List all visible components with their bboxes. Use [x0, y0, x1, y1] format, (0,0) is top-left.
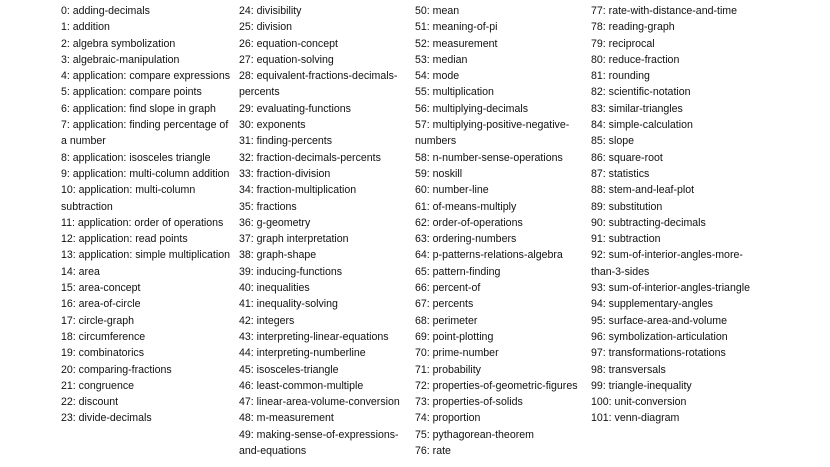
- skill-list-item: 32: fraction-decimals-percents: [239, 151, 381, 164]
- skill-list-item: 4: application: compare expressions: [61, 70, 231, 83]
- skill-list-item: 81: rounding: [591, 70, 650, 83]
- skill-list-item: 47: linear-area-volume-conversion: [239, 396, 400, 409]
- skill-list-item: 71: probability: [415, 363, 481, 376]
- skill-list-item: 86: square-root: [591, 151, 663, 164]
- skill-list-item: 54: mode: [415, 70, 460, 83]
- skill-list-item: 52: measurement: [415, 37, 498, 50]
- skill-list-item: 101: venn-diagram: [591, 412, 680, 425]
- skill-list-item: 92: sum-of-interior-angles-more-than-3-sides: [591, 249, 743, 278]
- skill-list-item: 34: fraction-multiplication: [239, 184, 357, 197]
- skill-list-item: 17: circle-graph: [61, 314, 135, 327]
- skill-list-item: 38: graph-shape: [239, 249, 317, 262]
- skill-list-item: 45: isosceles-triangle: [239, 363, 339, 376]
- skill-list-item: 8: application: isosceles triangle: [61, 151, 211, 164]
- skill-list-item: 30: exponents: [239, 119, 306, 132]
- skill-list-item: 14: area: [61, 265, 100, 278]
- skill-list-item: 35: fractions: [239, 200, 297, 213]
- skill-list-item: 9: application: multi-column addition: [61, 167, 230, 180]
- skill-list-item: 67: percents: [415, 298, 474, 311]
- skill-list-item: 26: equation-concept: [239, 37, 338, 50]
- skill-list-item: 13: application: simple multiplication: [61, 249, 230, 262]
- skill-list-item: 78: reading-graph: [591, 21, 675, 34]
- skill-list-item: 59: noskill: [415, 167, 463, 180]
- skill-list-item: 68: perimeter: [415, 314, 478, 327]
- skill-list-item: 5: application: compare points: [61, 86, 202, 99]
- skill-list-item: 87: statistics: [591, 167, 650, 180]
- skill-list-item: 53: median: [415, 53, 468, 66]
- skill-list-item: 76: rate: [415, 445, 451, 458]
- skill-list-item: 64: p-patterns-relations-algebra: [415, 249, 563, 262]
- skill-list-item: 50: mean: [415, 5, 460, 17]
- skill-column-4: [591, 3, 767, 427]
- skill-list-item: 40: inequalities: [239, 282, 310, 295]
- skill-list-item: 3: algebraic-manipulation: [61, 53, 180, 66]
- skill-list-item: 89: substitution: [591, 200, 663, 213]
- skill-list-item: 70: prime-number: [415, 347, 499, 360]
- skill-list-item: 85: slope: [591, 135, 634, 148]
- skill-list-item: 60: number-line: [415, 184, 489, 197]
- skill-list-item: 65: pattern-finding: [415, 265, 501, 278]
- skill-list-item: 36: g-geometry: [239, 216, 311, 229]
- skill-list-item: 37: graph interpretation: [239, 233, 349, 246]
- skill-list-item: 66: percent-of: [415, 282, 481, 295]
- skill-list-item: 63: ordering-numbers: [415, 233, 517, 246]
- skill-list-item: 84: simple-calculation: [591, 119, 693, 132]
- skill-list-item: 90: subtracting-decimals: [591, 216, 706, 229]
- skill-list-item: 46: least-common-multiple: [239, 379, 364, 392]
- skill-list-item: 79: reciprocal: [591, 37, 655, 50]
- skill-list-item: 56: multiplying-decimals: [415, 102, 529, 115]
- skill-list-item: 29: evaluating-functions: [239, 102, 351, 115]
- skill-list-item: 83: similar-triangles: [591, 102, 683, 115]
- skill-list-item: 88: stem-and-leaf-plot: [591, 184, 695, 197]
- skill-list-item: 6: application: find slope in graph: [61, 102, 216, 115]
- skill-list-item: 93: sum-of-interior-angles-triangle: [591, 282, 750, 295]
- skill-list-item: 31: finding-percents: [239, 135, 333, 148]
- skill-list-item: 80: reduce-fraction: [591, 53, 680, 66]
- skill-list-item: 100: unit-conversion: [591, 396, 687, 409]
- skill-list-item: 39: inducing-functions: [239, 265, 343, 278]
- skill-list-item: 33: fraction-division: [239, 167, 331, 180]
- skill-list-item: 82: scientific-notation: [591, 86, 691, 99]
- skill-list-item: 99: triangle-inequality: [591, 379, 692, 392]
- skill-list-item: 96: symbolization-articulation: [591, 330, 728, 343]
- skill-list-item: 21: congruence: [61, 379, 135, 392]
- skill-list-item: 10: application: multi-column subtraction: [61, 184, 196, 213]
- skill-list-item: 42: integers: [239, 314, 295, 327]
- skill-list-item: 74: proportion: [415, 412, 481, 425]
- skill-list-item: 0: adding-decimals: [61, 5, 150, 17]
- skill-list-item: 27: equation-solving: [239, 53, 334, 66]
- skill-list-item: 23: divide-decimals: [61, 412, 152, 425]
- skill-list-item: 95: surface-area-and-volume: [591, 314, 728, 327]
- skill-list-item: 77: rate-with-distance-and-time: [591, 5, 738, 17]
- skill-list-item: 61: of-means-multiply: [415, 200, 517, 213]
- skill-list-item: 57: multiplying-positive-negative-numbers: [415, 119, 570, 148]
- skill-list-item: 43: interpreting-linear-equations: [239, 330, 389, 343]
- skill-list-item: 12: application: read points: [61, 233, 188, 246]
- skill-list-item: 97: transformations-rotations: [591, 347, 726, 360]
- skill-list-item: 16: area-of-circle: [61, 298, 141, 311]
- skill-list-item: 58: n-number-sense-operations: [415, 151, 563, 164]
- skill-list-item: 69: point-plotting: [415, 330, 494, 343]
- skill-list-item: 24: divisibility: [239, 5, 302, 17]
- skill-list-item: 98: transversals: [591, 363, 666, 376]
- skill-list-item: 62: order-of-operations: [415, 216, 523, 229]
- skill-list-item: 20: comparing-fractions: [61, 363, 172, 376]
- skill-list-item: 2: algebra symbolization: [61, 37, 176, 50]
- skill-list-item: 18: circumference: [61, 330, 146, 343]
- skill-list-item: 55: multiplication: [415, 86, 494, 99]
- skill-list-item: 7: application: finding percentage of a number: [61, 119, 229, 148]
- skill-list-item: 19: combinatorics: [61, 347, 145, 360]
- skill-list-item: 51: meaning-of-pi: [415, 21, 498, 34]
- skill-list-item: 75: pythagorean-theorem: [415, 428, 534, 441]
- skill-list-item: 1: addition: [61, 21, 110, 34]
- skill-list-item: 44: interpreting-numberline: [239, 347, 366, 360]
- skill-list-item: 22: discount: [61, 396, 119, 409]
- skill-list-item: 15: area-concept: [61, 282, 141, 295]
- skill-list-item: 11: application: order of operations: [61, 216, 224, 229]
- skill-list-item: 91: subtraction: [591, 233, 661, 246]
- skill-list-item: 49: making-sense-of-expressions-and-equations: [239, 428, 399, 458]
- skill-list-item: 72: properties-of-geometric-figures: [415, 379, 578, 392]
- skill-list-item: 28: equivalent-fractions-decimals-percents: [239, 70, 398, 99]
- skill-column-3: [415, 3, 591, 459]
- skill-column-1: [61, 3, 237, 427]
- skill-column-2: [239, 3, 411, 459]
- skill-list-item: 94: supplementary-angles: [591, 298, 713, 311]
- skill-list-item: 73: properties-of-solids: [415, 396, 523, 409]
- skill-list-item: 48: m-measurement: [239, 412, 334, 425]
- skill-list-item: 41: inequality-solving: [239, 298, 338, 311]
- skill-list-item: 25: division: [239, 21, 292, 34]
